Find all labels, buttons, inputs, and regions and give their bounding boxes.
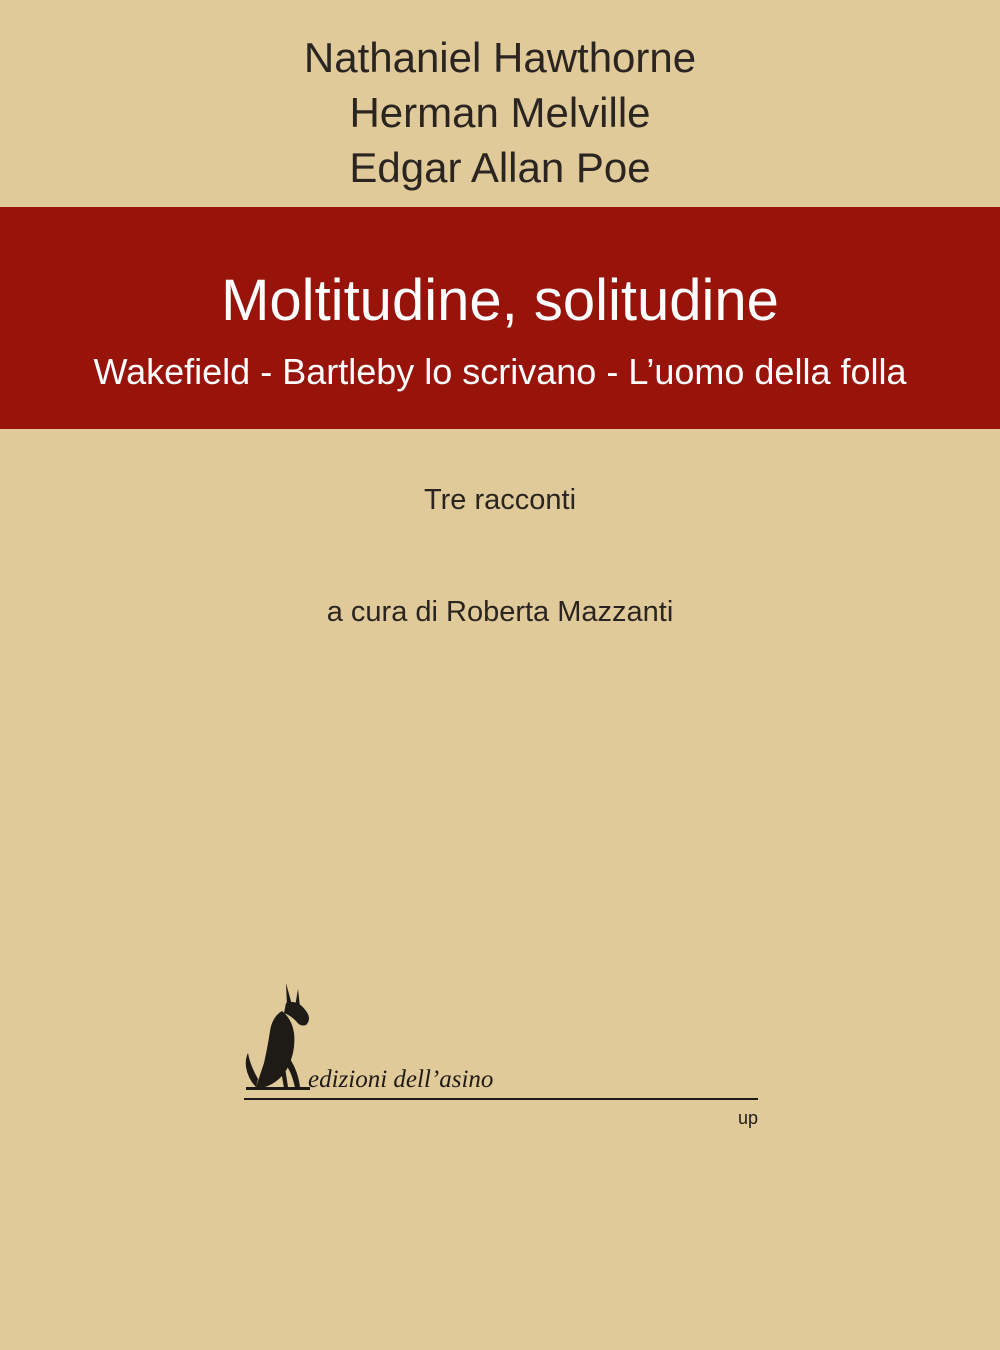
divider [244, 1098, 758, 1100]
author-name: Herman Melville [349, 89, 651, 136]
editor-credit: a cura di Roberta Mazzanti [326, 596, 674, 628]
author-name: Edgar Allan Poe [349, 144, 651, 191]
author-list [0, 30, 1000, 195]
series-label: up [738, 1108, 759, 1128]
tagline: Tre racconti [423, 484, 577, 516]
title-band [0, 207, 1000, 429]
book-subtitle: Wakefield - Bartleby lo scrivano - L’uomo della folla [93, 351, 907, 392]
book-title: Moltitudine, solitudine [221, 268, 779, 333]
publisher-name: edizioni dell’asino [308, 1066, 494, 1093]
author-name: Nathaniel Hawthorne [303, 34, 697, 81]
